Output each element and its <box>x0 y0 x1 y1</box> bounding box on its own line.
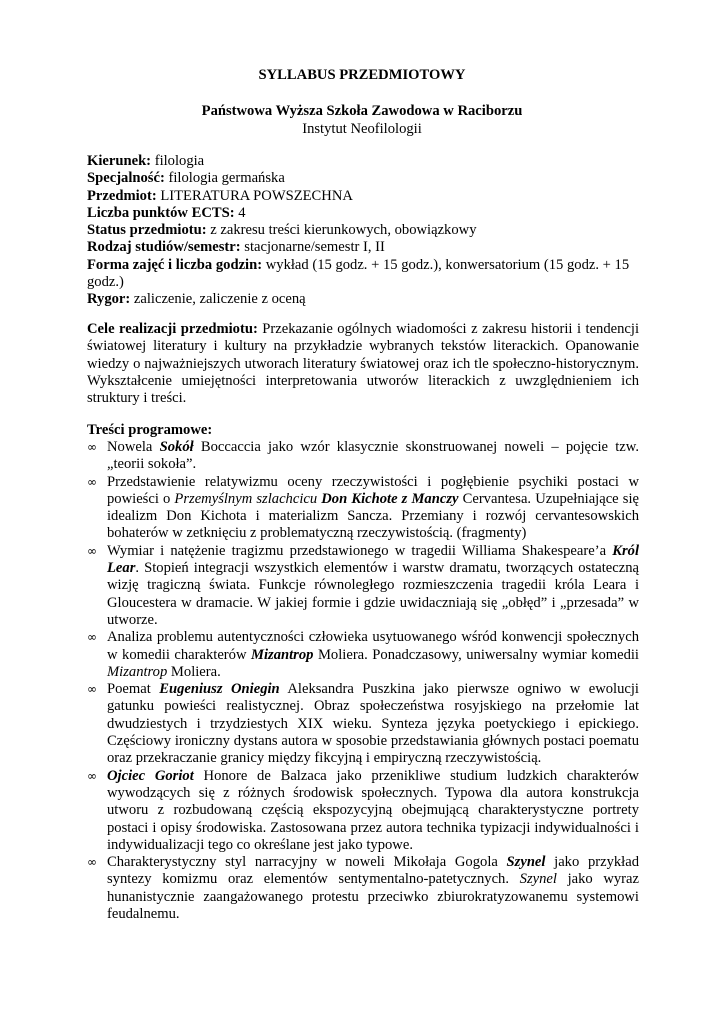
item-text: . Stopień integracji wszystkich elementów i warstw dramatu, tworzących ostateczną wizję tragiczną świata. Funkcje równoległego rozmieszczenia tragedii króla Leara i Gloucestera w dramacie. W jakiej formie i gdzie uwidaczniają się „obłęd” i „przesada” w utworze. <box>107 560 639 628</box>
info-value: stacjonarne/semestr I, II <box>240 239 385 256</box>
info-label: Specjalność: <box>87 170 165 187</box>
program-content-item <box>87 439 639 474</box>
info-value: filologia <box>151 153 205 169</box>
infinity-bullet-icon: ∞ <box>87 630 97 645</box>
info-value: wykład (15 godz. + 15 godz.), konwersatorium (15 godz. + 15 godz.) <box>87 256 630 291</box>
program-content-heading: Treści programowe: <box>87 422 213 438</box>
program-content-item <box>87 854 639 923</box>
info-label: Liczba punktów ECTS: <box>87 204 235 221</box>
infinity-bullet-icon: ∞ <box>87 768 97 783</box>
item-text: Cervantesa. Uzupełniające się idealizm Don Kichota i materializm Sancza. Przemiany i rozwój cervantesowskich bohaterów w zetknięciu z problematyczną rzeczywistością. (fragmenty) <box>107 490 639 542</box>
item-text: jako wyraz hunanistycznie zaangażowanego protestu przeciwko zbiurokratyzowanemu systemowi feudalnemu. <box>107 871 639 923</box>
objectives-text: Przekazanie ogólnych wiadomości z zakresu historii i tendencji światowej literatury i kultury na przykładzie wybranych tekstów literackich. Opanowanie wiedzy o najważniejszych utworach literatury światowej oraz ich tle społeczno-historycznym. Wykształcenie umiejętności interpretowania utworów literackich z uwzględnieniem ich struktury i treści. <box>87 321 639 407</box>
info-label: Rodzaj studiów/semestr: <box>87 239 241 256</box>
document-title: SYLLABUS PRZEDMIOTOWY <box>258 67 466 83</box>
item-text: Moliera. <box>167 663 221 680</box>
info-row <box>87 239 642 256</box>
program-content-list <box>87 439 639 923</box>
program-content-item <box>87 474 639 543</box>
work-title: Mizantrop <box>251 646 314 663</box>
program-content-item <box>87 629 639 681</box>
item-text: Charakterystyczny styl narracyjny w noweli Mikołaja Gogola <box>107 854 507 871</box>
item-text: Moliera. Ponadczasowy, uniwersalny wymiar komedii <box>313 646 639 663</box>
infinity-bullet-icon: ∞ <box>87 474 97 489</box>
info-row <box>87 257 642 292</box>
work-title-italic: Mizantrop <box>107 663 168 680</box>
item-text: Poemat <box>107 681 160 698</box>
infinity-bullet-icon: ∞ <box>87 855 97 870</box>
institute-name: Instytut Neofilologii <box>302 121 422 137</box>
work-title: Sokół <box>159 439 194 455</box>
info-row <box>87 291 642 308</box>
program-content-item <box>87 768 639 854</box>
program-content-item <box>87 681 639 767</box>
institution-name: Państwowa Wyższa Szkoła Zawodowa w Raciborzu <box>201 103 523 119</box>
work-title: Szynel <box>506 854 546 871</box>
work-title: Eugeniusz Oniegin <box>159 681 280 698</box>
info-row <box>87 188 642 205</box>
info-label: Rygor: <box>87 291 131 308</box>
info-row <box>87 222 642 239</box>
info-value: filologia germańska <box>164 170 285 187</box>
institution-block <box>0 102 724 138</box>
infinity-bullet-icon: ∞ <box>87 543 97 558</box>
infinity-bullet-icon: ∞ <box>87 440 97 454</box>
course-info <box>87 153 642 309</box>
item-text: Nowela <box>107 439 160 455</box>
work-title-italic: Szynel <box>519 871 557 888</box>
item-text: Boccaccia jako wzór klasycznie skonstruowanej noweli – pojęcie tzw. „teorii sokoła”. <box>107 439 639 473</box>
item-text: Wymiar i natężenie tragizmu przedstawionego w tragedii Williama Shakespeare’a <box>107 542 613 559</box>
infinity-bullet-icon: ∞ <box>87 682 97 697</box>
work-title: Król Lear <box>107 542 639 577</box>
info-value: z zakresu treści kierunkowych, obowiązkowy <box>206 222 477 239</box>
item-text: Przedstawienie relatywizmu oceny rzeczywistości i pogłębienie psychiki postaci w powieści o <box>107 473 639 507</box>
work-title: Ojciec Goriot <box>107 767 194 784</box>
info-row <box>87 153 642 170</box>
objectives-label: Cele realizacji przedmiotu: <box>87 321 258 337</box>
item-text: Analiza problemu autentyczności człowieka usytuowanego wśród konwencji społecznych w komedii charakterów <box>107 629 639 663</box>
course-objectives <box>87 321 639 407</box>
info-row <box>87 205 642 222</box>
item-text: jako przykład syntezy komizmu oraz elementów sentymentalno-patetycznych. <box>107 854 640 888</box>
work-title-italic: Przemyślnym szlachcicu <box>174 490 322 507</box>
item-text: Aleksandra Puszkina jako pierwsze ogniwo w ewolucji gatunku powieści realistycznej. Obraz społeczeństwa rosyjskiego na przełomie lat dwudziestych i trzydziestych XIX wieku. Synteza języka poetyckiego i epickiego. Częściowy ironiczny dystans autora w sposobie przedstawiania głównych postaci poematu oraz przekraczanie granicy między fikcyjną i empiryczną rzeczywistością. <box>107 681 639 767</box>
program-content-item <box>87 543 639 629</box>
info-value: 4 <box>234 204 246 221</box>
info-label: Status przedmiotu: <box>87 222 207 239</box>
info-row <box>87 170 642 187</box>
info-label: Przedmiot: <box>87 187 157 204</box>
item-text: Honore de Balzaca jako przenikliwe studium ludzkich charakterów wywodzących się z różnych środowisk społecznych. Typowa dla autora konstrukcja utworu z rozbudowaną częścią ekspozycyjną obejmującą charakterystyczne portrety postaci i opisy środowiska. Zastosowana przez autora technika typizacji indywidualności i indywidualizacji tego co określane jest jako typowe. <box>107 767 639 853</box>
info-value: LITERATURA POWSZECHNA <box>156 187 353 204</box>
info-label: Forma zajęć i liczba godzin: <box>87 256 263 273</box>
info-value: zaliczenie, zaliczenie z oceną <box>130 291 306 308</box>
info-label: Kierunek: <box>87 153 152 169</box>
work-title: Don Kichote z Manczy <box>321 490 459 507</box>
